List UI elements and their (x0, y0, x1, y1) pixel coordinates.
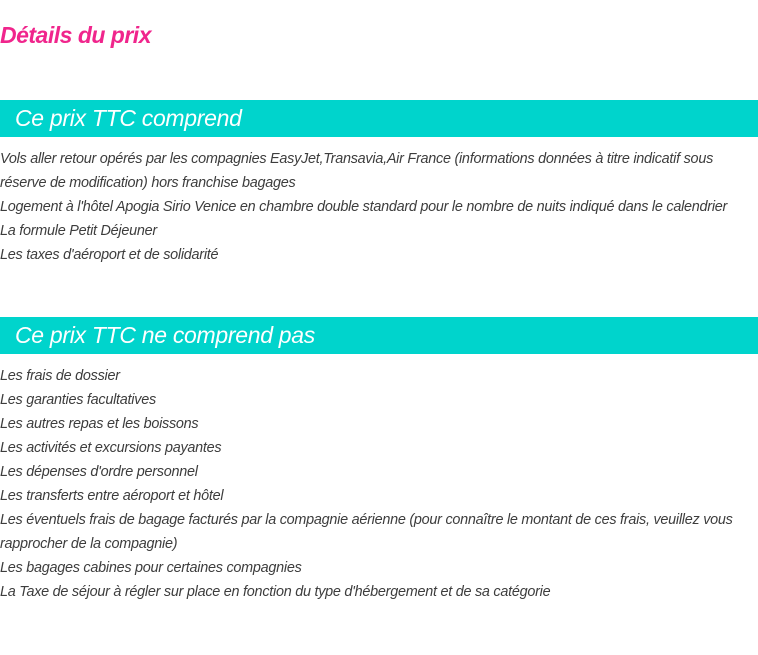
list-item: Les frais de dossier (0, 368, 120, 384)
list-item: Les transferts entre aéroport et hôtel (0, 488, 224, 504)
page-title: Détails du prix (0, 22, 151, 48)
list-item: Les dépenses d'ordre personnel (0, 464, 198, 480)
list-item: La Taxe de séjour à régler sur place en fonction du type d'hébergement et de sa catégorie (0, 584, 551, 600)
excluded-section (0, 317, 758, 604)
included-section-header: Ce prix TTC comprend (0, 100, 758, 137)
list-item: La formule Petit Déjeuner (0, 223, 157, 239)
excluded-section-header: Ce prix TTC ne comprend pas (0, 317, 758, 354)
list-item: Les garanties facultatives (0, 392, 156, 408)
included-items-list (0, 147, 758, 267)
list-item: Logement à l'hôtel Apogia Sirio Venice en chambre double standard pour le nombre de nuits indiqué dans le calendrier (0, 199, 728, 215)
list-item: Les taxes d'aéroport et de solidarité (0, 247, 219, 263)
included-section (0, 100, 758, 267)
excluded-items-list (0, 364, 758, 604)
list-item: Les bagages cabines pour certaines compagnies (0, 560, 302, 576)
list-item: Les autres repas et les boissons (0, 416, 199, 432)
list-item: Les activités et excursions payantes (0, 440, 222, 456)
list-item: Vols aller retour opérés par les compagnies EasyJet,Transavia,Air France (informations données à titre indicatif sous réserve de modification) hors franchise bagages (0, 151, 714, 191)
list-item: Les éventuels frais de bagage facturés par la compagnie aérienne (pour connaître le montant de ces frais, veuillez vous rapprocher de la compagnie) (0, 512, 733, 552)
